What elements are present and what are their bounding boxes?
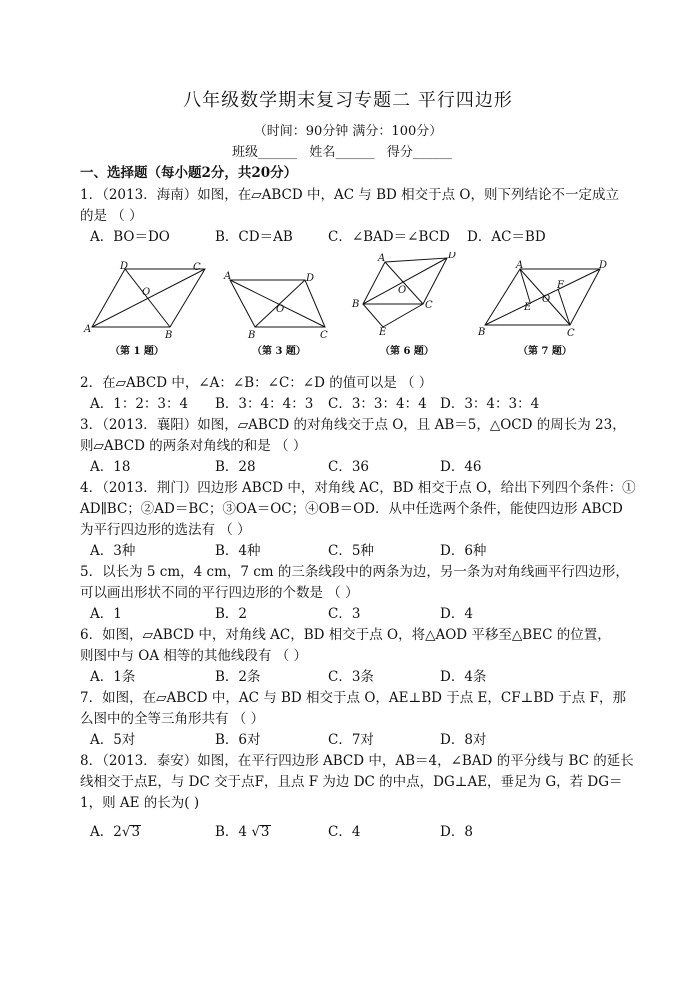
q1-option-b[interactable]: B．CD＝AB bbox=[215, 229, 293, 245]
q1-option-d[interactable]: D．AC＝BD bbox=[467, 229, 546, 245]
svg-text:C: C bbox=[567, 328, 575, 339]
student-info-row bbox=[232, 141, 452, 160]
question-3-line-2: 则▱ABCD 的两条对角线的和是 （ ） bbox=[80, 438, 307, 454]
question-2-line-1: 2．在▱ABCD 中，∠A：∠B：∠C：∠D 的值可以是 （ ） bbox=[80, 375, 433, 391]
fig6-triangle-bec bbox=[363, 304, 423, 327]
question-8-line-3: 1，则 AE 的长为( ) bbox=[80, 795, 200, 811]
caption-fig7: （第 7 题） bbox=[518, 346, 572, 357]
q4-option-a[interactable]: A．3种 bbox=[90, 543, 136, 559]
q5-option-a[interactable]: A．1 bbox=[90, 606, 122, 622]
svg-text:B: B bbox=[248, 330, 256, 341]
svg-text:B: B bbox=[352, 299, 360, 310]
svg-text:E: E bbox=[379, 327, 387, 338]
question-5-line-2: 可以画出形状不同的平行四边形的个数是 （ ） bbox=[80, 585, 359, 601]
q8-option-c[interactable]: C．4 bbox=[328, 824, 361, 840]
svg-text:O: O bbox=[142, 287, 151, 298]
q4-option-b[interactable]: B．4种 bbox=[215, 543, 261, 559]
sqrt-sign: √ bbox=[121, 824, 131, 840]
question-6-line-1: 6．如图，▱ABCD 中，对角线 AC，BD 相交于点 O，将△AOD 平移至△BEC 的位置， bbox=[80, 627, 611, 643]
radicand: 3 bbox=[260, 824, 270, 840]
q8-option-d[interactable]: D．8 bbox=[440, 824, 473, 840]
svg-text:E: E bbox=[524, 302, 532, 313]
svg-text:A: A bbox=[516, 260, 524, 271]
svg-text:C: C bbox=[193, 262, 201, 273]
question-4-line-3: 为平行四边形的选法有 （ ） bbox=[80, 522, 251, 538]
page-title: 八年级数学期末复习专题二 平行四边形 bbox=[183, 90, 513, 111]
question-1-line-1: 1．（2013．海南）如图，在▱ABCD 中，AC 与 BD 相交于点 O，则下列结论不一定成立 bbox=[80, 187, 619, 203]
svg-text:D: D bbox=[306, 273, 315, 284]
svg-text:F: F bbox=[557, 280, 564, 291]
q2-option-b[interactable]: B．3：4：4：3 bbox=[215, 396, 314, 412]
svg-text:A: A bbox=[378, 253, 386, 264]
fig7-cf bbox=[558, 289, 570, 325]
caption-fig3: （第 3 题） bbox=[252, 346, 306, 357]
svg-text:D: D bbox=[599, 260, 608, 271]
question-5-line-1: 5．以长为 5 cm，4 cm，7 cm 的三条线段中的两条为边，另一条为对角线画平行四边形， bbox=[80, 564, 629, 580]
q3-option-c[interactable]: C．36 bbox=[328, 459, 370, 475]
question-3-line-1: 3．（2013．襄阳）如图，▱ABCD 的对角线交于点 O，且 AB＝5，△OCD 的周长为 23， bbox=[80, 417, 626, 433]
q8-option-a[interactable] bbox=[90, 820, 141, 840]
svg-text:B: B bbox=[478, 327, 486, 338]
q7-option-c[interactable]: C．7对 bbox=[328, 732, 374, 748]
svg-text:B: B bbox=[165, 330, 173, 341]
q8-option-b[interactable] bbox=[215, 820, 271, 840]
q1-option-a[interactable]: A．BO＝DO bbox=[90, 229, 170, 245]
question-7-line-2: 么图中的全等三角形共有 （ ） bbox=[80, 711, 265, 727]
q6-option-d[interactable]: D．4条 bbox=[440, 669, 487, 685]
q7-option-a[interactable]: A．5对 bbox=[90, 732, 136, 748]
svg-text:A: A bbox=[84, 324, 92, 335]
svg-text:D: D bbox=[448, 252, 457, 261]
q4-option-d[interactable]: D．6种 bbox=[440, 543, 487, 559]
sqrt-sign: √ bbox=[251, 824, 260, 840]
q6-option-b[interactable]: B．2条 bbox=[215, 669, 261, 685]
q7-option-b[interactable]: B．6对 bbox=[215, 732, 261, 748]
question-8-line-2: 线相交于点E，与 DC 交于点F，且点 F 为边 DC 的中点，DG⊥AE，垂足为 G，若 DG＝ bbox=[80, 774, 623, 790]
q8-option-a-label: A．2 bbox=[90, 824, 122, 840]
caption-fig6: （第 6 题） bbox=[380, 346, 434, 357]
q3-option-b[interactable]: B．28 bbox=[215, 459, 256, 475]
q8-option-b-label: B．4 bbox=[215, 824, 248, 840]
question-4-line-1: 4．（2013．荆门）四边形 ABCD 中，对角线 AC，BD 相交于点 O，给出下列四个条件：① bbox=[80, 480, 636, 496]
svg-text:A: A bbox=[224, 271, 232, 282]
question-6-line-2: 则图中与 OA 相等的其他线段有 （ ） bbox=[80, 648, 307, 664]
question-7-line-1: 7．如图，在▱ABCD 中，AC 与 BD 相交于点 O，AE⊥BD 于点 E，CF⊥BD 于点 F，那 bbox=[80, 690, 626, 706]
section-heading: 一、选择题（每小题2分，共20分） bbox=[80, 165, 298, 181]
score-blank[interactable]: ______ bbox=[412, 145, 452, 160]
q5-option-c[interactable]: C．3 bbox=[328, 606, 361, 622]
svg-text:O: O bbox=[542, 294, 551, 305]
class-blank[interactable]: ______ bbox=[258, 145, 298, 160]
svg-text:D: D bbox=[120, 261, 129, 272]
svg-text:C: C bbox=[320, 330, 328, 341]
q2-option-d[interactable]: D．3：4：3：4 bbox=[440, 396, 540, 412]
q7-option-d[interactable]: D．8对 bbox=[440, 732, 487, 748]
q3-option-a[interactable]: A．18 bbox=[90, 459, 131, 475]
radicand: 3 bbox=[131, 824, 141, 840]
question-8-line-1: 8．（2013．泰安）如图，在平行四边形 ABCD 中，AB＝4，∠BAD 的平分线与 BC 的延长 bbox=[80, 753, 634, 769]
score-label: 得分 bbox=[386, 145, 413, 160]
q5-option-b[interactable]: B．2 bbox=[215, 606, 248, 622]
fig1-diagonal-bd bbox=[125, 269, 170, 327]
q2-option-c[interactable]: C．3：3：4：4 bbox=[328, 396, 427, 412]
caption-fig1: （第 1 题） bbox=[110, 346, 164, 357]
q1-option-c[interactable]: C．∠BAD＝∠BCD bbox=[328, 229, 450, 245]
q5-option-d[interactable]: D．4 bbox=[440, 606, 473, 622]
question-1-line-2: 的是 （ ） bbox=[80, 208, 143, 224]
exam-info: （时间：90分钟 满分：100分） bbox=[253, 124, 443, 139]
q6-option-a[interactable]: A．1条 bbox=[90, 669, 136, 685]
class-label: 班级 bbox=[232, 145, 259, 160]
fig6-diagonal-ac bbox=[385, 262, 423, 304]
question-4-line-2: AD∥BC；②AD＝BC；③OA＝OC；④OB＝OD．从中任选两个条件，能使四边形 ABCD bbox=[80, 501, 623, 517]
name-label: 姓名 bbox=[309, 145, 336, 160]
svg-text:O: O bbox=[276, 304, 285, 315]
svg-text:O: O bbox=[398, 285, 407, 296]
q6-option-c[interactable]: C．3条 bbox=[328, 669, 374, 685]
name-blank[interactable]: ______ bbox=[335, 145, 375, 160]
q3-option-d[interactable]: D．46 bbox=[440, 459, 482, 475]
q2-option-a[interactable]: A．1：2：3：4 bbox=[90, 396, 189, 412]
svg-text:C: C bbox=[425, 300, 433, 311]
q4-option-c[interactable]: C．5种 bbox=[328, 543, 374, 559]
